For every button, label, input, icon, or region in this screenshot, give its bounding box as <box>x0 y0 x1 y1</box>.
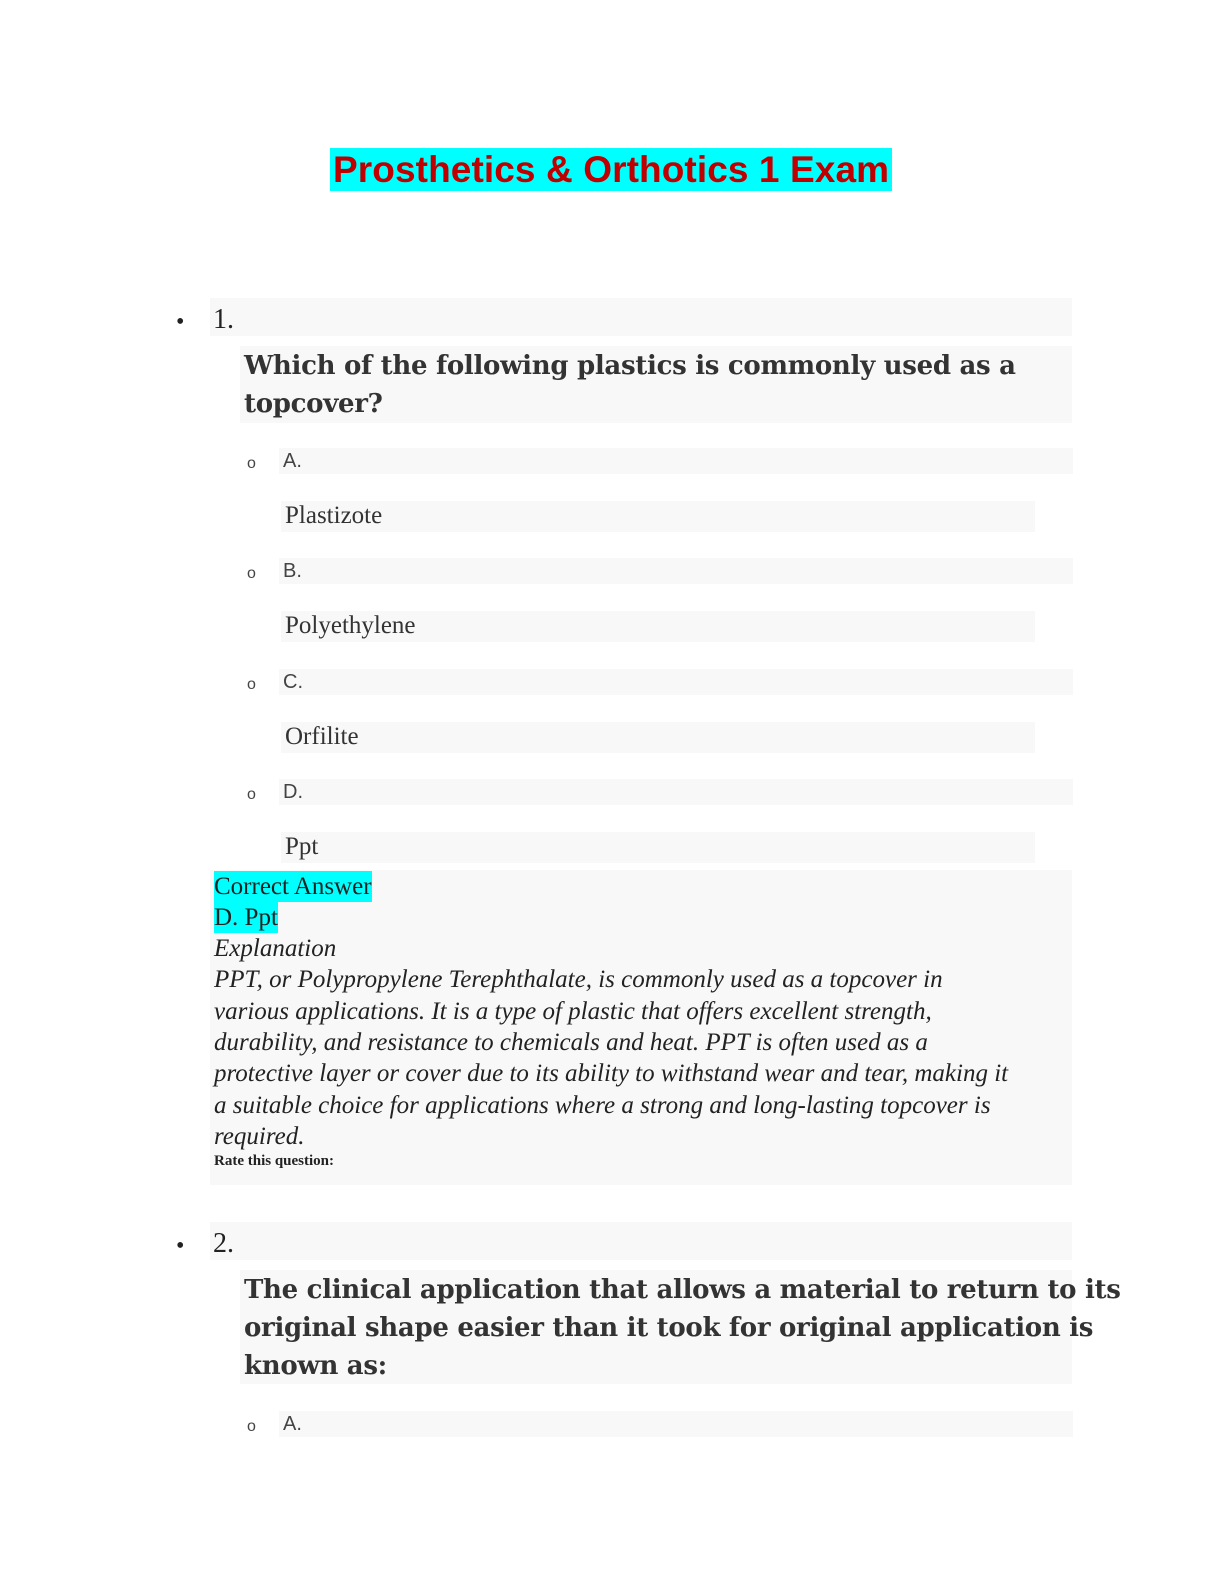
q1-number-shade <box>210 298 1072 336</box>
q1-option-c-letter[interactable]: C. <box>283 671 303 693</box>
q1-question-line-2: topcover? <box>244 389 383 419</box>
q2-question-line-2: original shape easier than it took for original application is <box>244 1313 1094 1343</box>
q1-option-c-letter-shade <box>279 669 1073 695</box>
q1-option-d-letter-shade <box>279 779 1073 805</box>
q1-bullet: • <box>176 309 185 335</box>
q1-option-d-bullet: o <box>247 786 256 803</box>
q1-option-b-letter-shade <box>279 558 1073 584</box>
q2-number-shade <box>210 1222 1072 1260</box>
exam-title-wrap <box>330 148 892 191</box>
q2-option-a-letter-shade <box>279 1411 1073 1437</box>
q1-explanation-line-1: PPT, or Polypropylene Terephthalate, is commonly used as a topcover in <box>214 966 943 993</box>
q1-correct-answer-value-wrap <box>214 902 278 933</box>
q2-bullet: • <box>176 1233 185 1259</box>
q2-question-line-3: known as: <box>244 1351 387 1381</box>
q1-option-b-text[interactable]: Polyethylene <box>285 612 416 639</box>
q1-option-a-letter[interactable]: A. <box>283 450 302 472</box>
exam-title: Prosthetics & Orthotics 1 Exam <box>330 148 892 191</box>
q1-option-a-text[interactable]: Plastizote <box>285 502 383 529</box>
q1-option-b-letter[interactable]: B. <box>283 560 302 582</box>
q1-option-c-text[interactable]: Orfilite <box>285 723 359 750</box>
q1-option-b-bullet: o <box>247 565 256 582</box>
q1-option-c-bullet: o <box>247 676 256 693</box>
q1-option-c-text-shade <box>281 722 1035 753</box>
q1-rate-label: Rate this question: <box>214 1153 335 1169</box>
q2-question-line-1: The clinical application that allows a material to return to its <box>244 1275 1121 1305</box>
q1-explanation-line-5: a suitable choice for applications where a strong and long-lasting topcover is <box>214 1092 991 1119</box>
q1-explanation-line-6: required. <box>214 1123 305 1150</box>
q1-explanation-line-3: durability, and resistance to chemicals and heat. PPT is often used as a <box>214 1029 928 1056</box>
q1-explanation-line-4: protective layer or cover due to its ability to withstand wear and tear, making it <box>214 1060 1009 1087</box>
q1-option-d-letter[interactable]: D. <box>283 781 303 803</box>
q1-option-d-text[interactable]: Ppt <box>285 833 319 860</box>
q1-correct-answer-label: Correct Answer <box>214 873 372 900</box>
q2-option-a-bullet: o <box>247 1418 256 1435</box>
q1-correct-answer-label-wrap <box>214 871 372 902</box>
q1-explanation-label: Explanation <box>214 935 337 962</box>
q1-question-line-1: Which of the following plastics is commonly used as a <box>244 351 1016 381</box>
q2-option-a-letter[interactable]: A. <box>283 1413 302 1435</box>
q2-number: 2. <box>213 1228 234 1259</box>
q1-option-d-text-shade <box>281 832 1035 863</box>
q1-explanation-line-2: various applications. It is a type of plastic that offers excellent strength, <box>214 998 932 1025</box>
q1-number: 1. <box>213 304 234 335</box>
q1-option-a-letter-shade <box>279 448 1073 474</box>
q1-option-a-text-shade <box>281 501 1035 532</box>
q1-correct-answer-value: D. Ppt <box>214 904 278 931</box>
q1-option-a-bullet: o <box>247 455 256 472</box>
